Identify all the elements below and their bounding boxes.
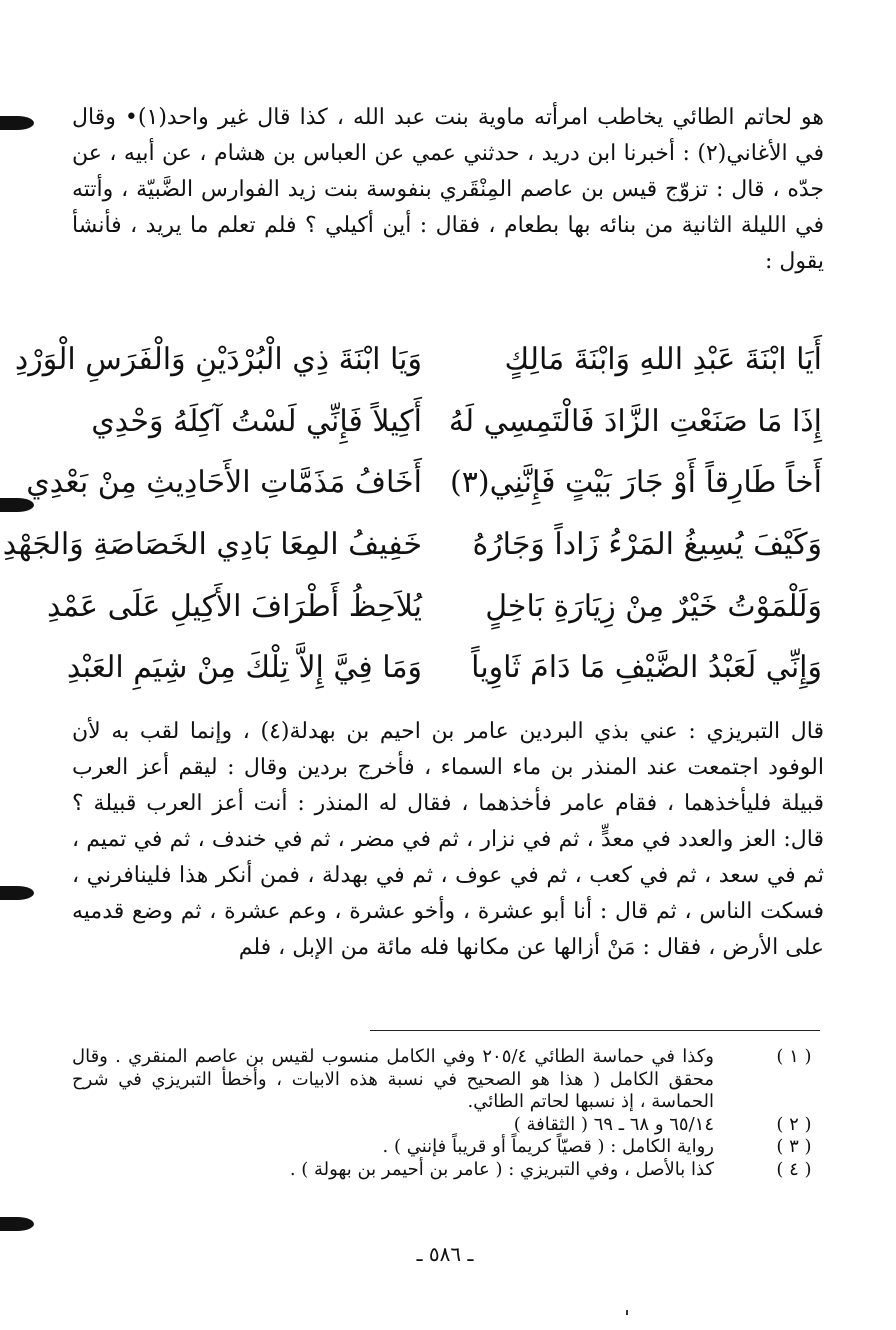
margin-ink-mark xyxy=(0,1217,34,1231)
verse-first-hemistich: وَكَيْفَ يُسِيغُ المَرْءُ زَاداً وَجَارُهُ xyxy=(472,527,822,563)
footnote-number: ( ٤ ) xyxy=(776,1158,812,1180)
verse-first-hemistich: أَيَا ابْنَةَ عَبْدِ اللهِ وَابْنَةَ مَالِكٍ xyxy=(504,342,822,377)
footnote-text: كذا بالأصل ، وفي التبريزي : ( عامر بن أحيمر بن بهولة ) . xyxy=(289,1158,714,1180)
margin-ink-mark xyxy=(0,886,34,900)
intro-paragraph xyxy=(72,100,824,280)
verse-second-hemistich: خَفِيفُ المِعَا بَادِي الخَصَاصَةِ وَالجَهْدِ xyxy=(2,527,422,563)
commentary-paragraph-text: قال التبريزي : عني بذي البردين عامر بن احيم بن بهدلة(٤) ، وإنما لقب به لأن الوفود اجتمعت عند المنذر بن ماء السماء ، فأخرج بردين وقال : ليقم أعز العرب قبيلة فليأخذهما ، فقام عامر فأخذهما ، فقال له المنذر : أنت أعز العرب قبيلة ؟ قال: العز والعدد في معدٍّ ، ثم في نزار ، ثم في مضر ، ثم في خندف ، ثم في تميم ، ثم في سعد ، ثم في كعب ، ثم في عوف ، ثم في بهدلة ، فمن أنكر هذا فلينافرني ، فسكت الناس ، ثم قال : أنا أبو عشرة ، وأخو عشرة ، وعم عشرة ، ثم وضع قدميه على الأرض ، فقال : مَنْ أزالها عن مكانها فله مائة من الإبل ، فلم xyxy=(72,719,824,960)
verse-5 xyxy=(47,579,822,641)
verse-4 xyxy=(2,517,822,579)
verse-6 xyxy=(66,640,822,702)
verse-second-hemistich: وَيَا ابْنَةَ ذِي الْبُرْدَيْنِ وَالْفَرَسِ الْوَرْدِ xyxy=(14,342,422,377)
intro-paragraph-text: هو لحاتم الطائي يخاطب امرأته ماوية بنت عبد الله ، كذا قال غير واحد(١)• وقال في الأغاني(٢) : أخبرنا ابن دريد ، حدثني عمي عن العباس بن هشام ، عن أبيه ، عن جدّه ، قال : تزوّج قيس بن عاصم المِنْقَري بنفوسة بنت زيد الفوارس الضَّبيّة ، وأتته في الليلة الثانية من بنائه بها بطعام ، فقال : أين أكيلي ؟ فلم تعلم ما يريد ، فأنشأ يقول : xyxy=(72,105,824,274)
verse-first-hemistich: أَخاً طَارِقاً أَوْ جَارَ بَيْتٍ فَإِنَّنِي(٣) xyxy=(450,465,822,501)
footnote-number: ( ٣ ) xyxy=(776,1136,812,1157)
margin-ink-mark xyxy=(0,116,34,130)
verse-second-hemistich: يُلاَحِظُ أَطْرَافَ الأَكِيلِ عَلَى عَمْدِ xyxy=(47,588,422,624)
verse-second-hemistich: أَخَافُ مَذَمَّاتِ الأَحَادِيثِ مِنْ بَعْدِي xyxy=(26,465,422,501)
footnote xyxy=(72,1136,824,1159)
footnote-number: ( ١ ) xyxy=(776,1046,812,1067)
commentary-paragraph xyxy=(72,714,824,966)
footnote xyxy=(72,1114,824,1137)
verse-3 xyxy=(26,455,822,517)
footnote-text: رواية الكامل : ( قصيّاً كريماً أو قريباً فإنني ) . xyxy=(382,1136,714,1157)
footnotes xyxy=(72,1046,824,1181)
footnote-separator xyxy=(370,1030,820,1031)
footnote xyxy=(72,1046,824,1114)
verse-second-hemistich: أَكِيلاً فَإِنِّي لَسْتُ آكِلَهُ وَحْدِي xyxy=(91,403,422,439)
footnote xyxy=(72,1159,824,1182)
verse-2 xyxy=(78,394,822,456)
verse-second-hemistich: وَمَا فِيَّ إِلاَّ تِلْكَ مِنْ شِيَمِ العَبْدِ xyxy=(66,650,422,686)
footnote-number: ( ٢ ) xyxy=(776,1113,812,1135)
verse-first-hemistich: وَلَلْمَوْتُ خَيْرٌ مِنْ زِيَارَةِ بَاخِلٍ xyxy=(485,588,822,624)
poem xyxy=(2,332,822,702)
footnote-text: ٦٥/١٤ و ٦٨ ـ ٦٩ ( الثقافة ) xyxy=(513,1113,714,1135)
verse-first-hemistich: وَإِنِّي لَعَبْدُ الضَّيْفِ مَا دَامَ ثَاوِياً xyxy=(471,650,822,686)
verse-1 xyxy=(14,332,822,394)
page-number: ـ ٥٨٦ ـ xyxy=(416,1242,474,1266)
verse-first-hemistich: إِذَا مَا صَنَعْتِ الزَّادَ فَالْتَمِسِي لَهُ xyxy=(448,403,822,439)
scan-speck xyxy=(626,1310,628,1315)
footnote-text: وكذا في حماسة الطائي ٢٠٥/٤ وفي الكامل منسوب لقيس بن عاصم المنقري . وقال محقق الكامل ( هذا هو الصحيح في نسبة هذه الابيات ، وأخطأ التبريزي في شرح الحماسة ، إذ نسبها لحاتم الطائي. xyxy=(72,1046,714,1112)
